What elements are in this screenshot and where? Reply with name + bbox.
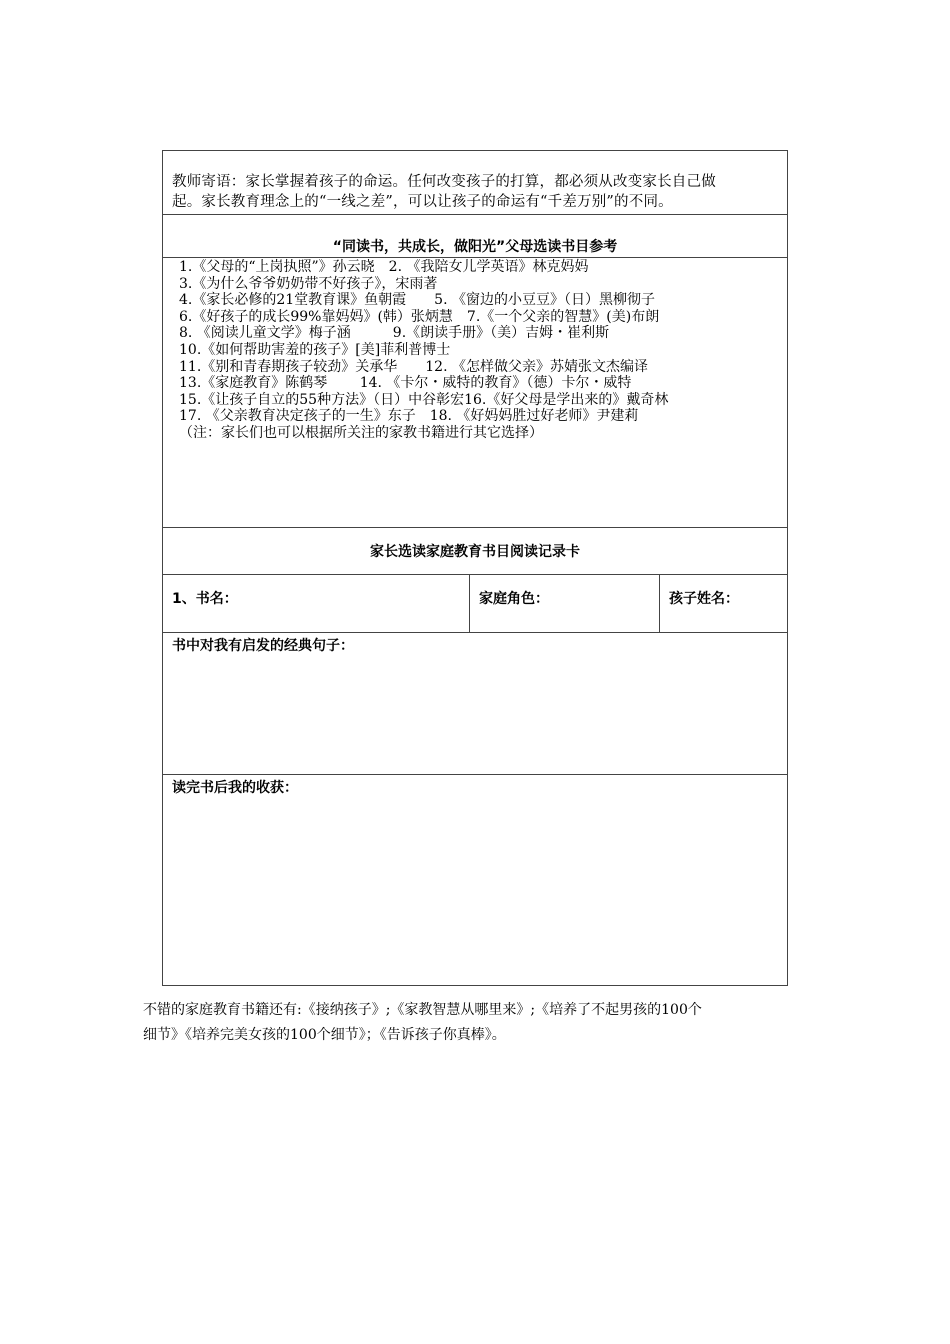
reading-list [179,259,668,442]
takeaways-label: 读完书后我的收获： [172,780,298,796]
recommended-books-note [143,998,823,1048]
list-item: 17. 《父亲教育决定孩子的一生》东子 18. 《好妈妈胜过好老师》尹建莉 [179,408,639,425]
family-role-label: 家庭角色： [479,591,549,607]
reading-list-title: “同读书，共成长，做阳光”父母选读书目参考 [332,239,618,255]
divider [163,774,787,775]
list-note: （注：家长们也可以根据所关注的家教书籍进行其它选择） [179,424,543,441]
list-item: 10.《如何帮助害羞的孩子》[美]菲利普博士 [179,341,451,358]
list-item: 8. 《阅读儿童文学》梅子涵 9.《朗读手册》（美）吉姆・崔利斯 [179,325,610,342]
list-item: 4.《家长必修的21堂教育课》鱼朝霞 5. 《窗边的小豆豆》（日）黑柳彻子 [179,292,655,309]
list-item: 13.《家庭教育》陈鹤琴 14. 《卡尔・威特的教育》（德）卡尔・威特 [179,375,632,392]
divider [163,257,787,258]
list-item: 3.《为什么爷爷奶奶带不好孩子》，宋雨著 [179,275,438,292]
child-name-label: 孩子姓名： [669,591,739,607]
list-item: 6.《好孩子的成长99%靠妈妈》(韩）张炳慧 7.《一个父亲的智慧》(美)布朗 [179,308,660,325]
divider [659,574,660,632]
list-item: 15.《让孩子自立的55种方法》（日）中谷彰宏16.《好父母是学出来的》戴奇林 [179,391,669,408]
list-item: 11.《别和青春期孩子较劲》关承华 12. 《怎样做父亲》苏婧张文杰编译 [179,358,648,375]
reading-form-table [162,150,788,986]
divider [163,214,787,215]
teacher-motto-line-1: 教师寄语：家长掌握着孩子的命运。任何改变孩子的打算，都必须从改变家长自己做 [172,174,716,190]
recommended-books-line-1: 不错的家庭教育书籍还有:《接纳孩子》;《家教智慧从哪里来》;《培养了不起男孩的100个 [143,1002,702,1018]
list-item: 1.《父母的“上岗执照”》孙云晓 2. 《我陪女儿学英语》林克妈妈 [179,259,589,275]
record-card-title: 家长选读家庭教育书目阅读记录卡 [370,544,580,560]
recommended-books-line-2: 细节》《培养完美女孩的100个细节》；《告诉孩子你真棒》。 [143,1027,506,1043]
divider [163,527,787,528]
teacher-motto-line-2: 起。家长教育理念上的“一线之差”，可以让孩子的命运有“千差万别”的不同。 [172,194,673,210]
divider [469,574,470,632]
inspiring-sentences-label: 书中对我有启发的经典句子： [172,638,354,654]
divider [163,574,787,575]
book-name-label: 1、书名： [172,591,238,607]
teacher-motto [172,172,784,212]
divider [163,632,787,633]
